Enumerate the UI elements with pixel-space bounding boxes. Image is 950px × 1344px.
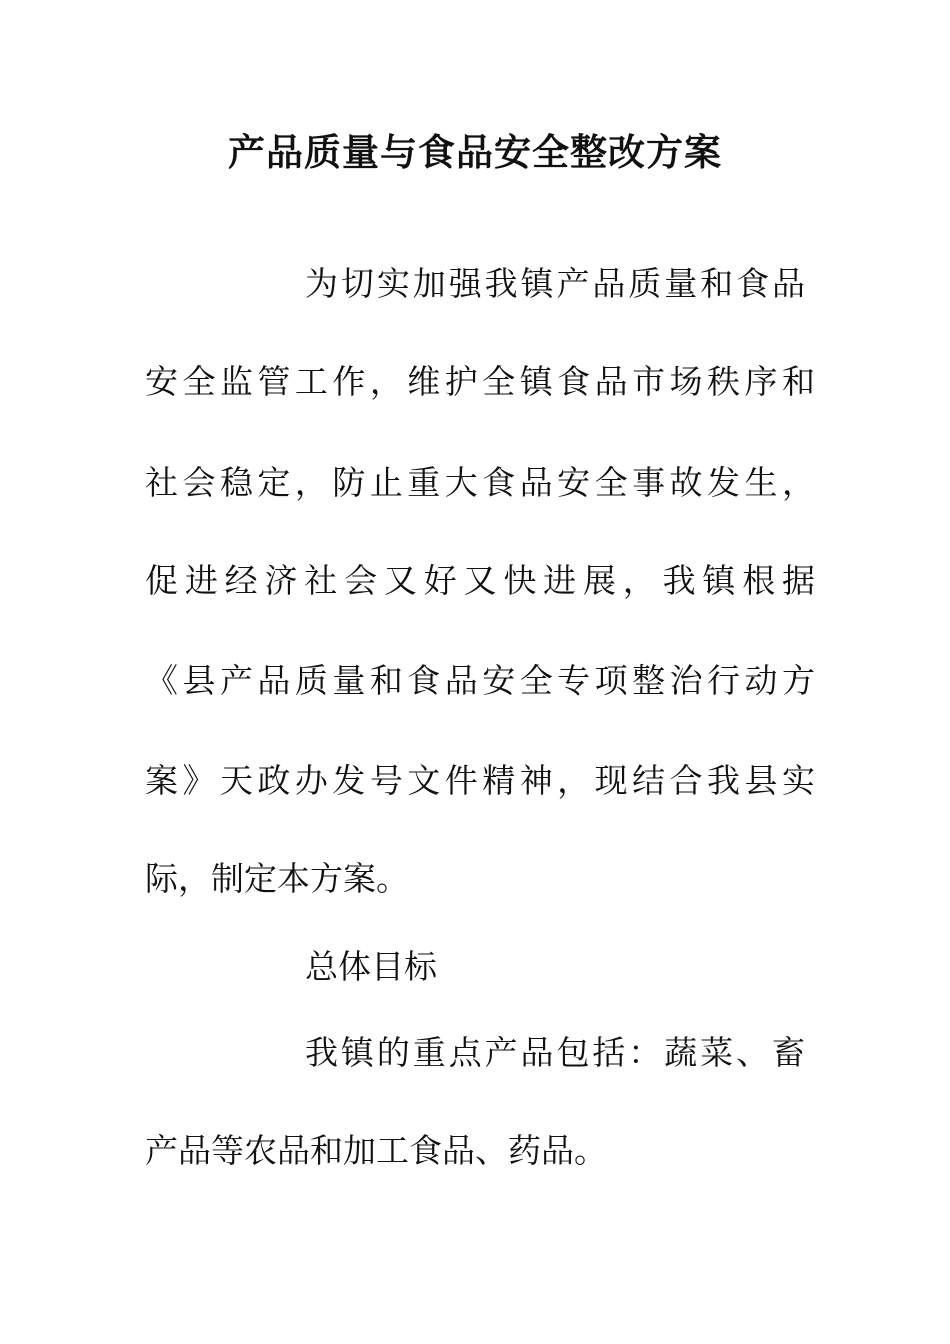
paragraph-line: 我镇的重点产品包括：蔬菜、畜 — [305, 1033, 805, 1072]
paragraph-line: 安全监管工作，维护全镇食品市场秩序和 — [145, 362, 815, 401]
paragraph-line: 促进经济社会又好又快进展，我镇根据 — [145, 561, 815, 600]
section-heading: 总体目标 — [305, 947, 437, 986]
paragraph-line: 产品等农品和加工食品、药品。 — [145, 1131, 607, 1170]
paragraph-line: 际，制定本方案。 — [145, 859, 409, 898]
paragraph-line: 社会稳定，防止重大食品安全事故发生， — [145, 463, 815, 502]
document-title: 产品质量与食品安全整改方案 — [228, 130, 722, 174]
paragraph-line: 案》天政办发号文件精神，现结合我县实 — [145, 761, 815, 800]
paragraph-line: 《县产品质量和食品安全专项整治行动方 — [145, 661, 815, 700]
paragraph-line: 为切实加强我镇产品质量和食品 — [305, 264, 805, 303]
